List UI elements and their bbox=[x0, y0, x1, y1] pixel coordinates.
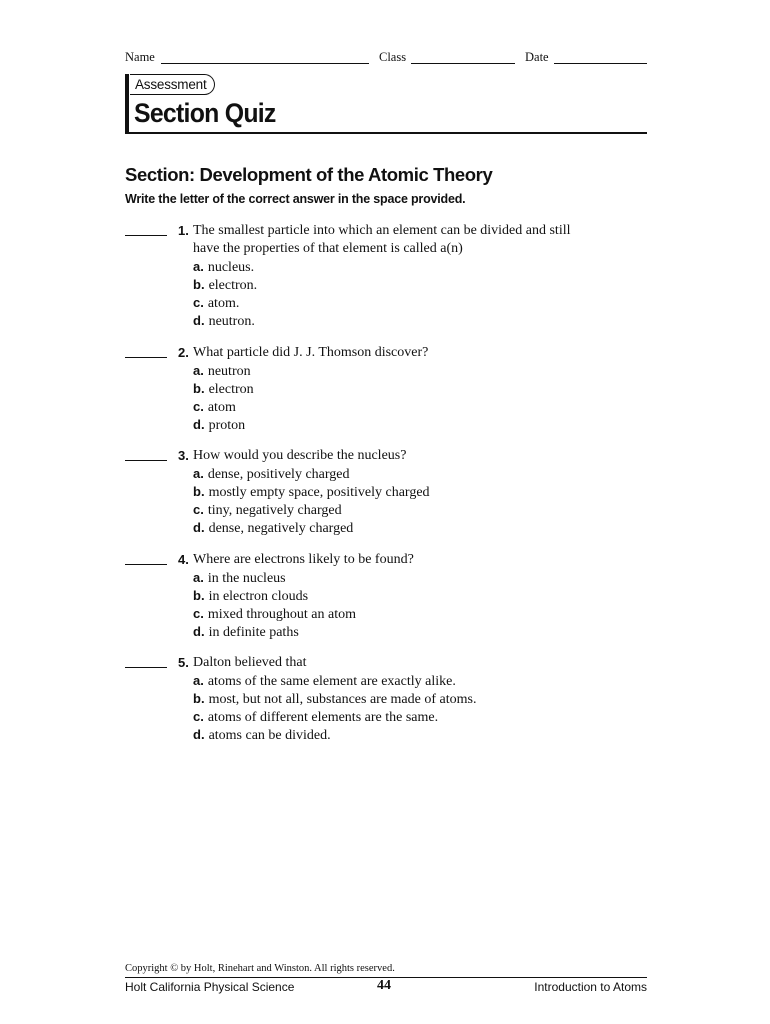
option-text: tiny, negatively charged bbox=[207, 503, 342, 518]
answer-blank[interactable] bbox=[125, 460, 167, 461]
question-text-line: Dalton believed that bbox=[193, 655, 307, 670]
answer-options bbox=[193, 569, 356, 641]
question-number: 1. bbox=[178, 223, 189, 238]
answer-option bbox=[193, 501, 430, 519]
answer-option bbox=[193, 726, 476, 744]
option-text: dense, negatively charged bbox=[208, 521, 354, 536]
answer-option bbox=[193, 398, 254, 416]
question-text-line: Where are electrons likely to be found? bbox=[193, 552, 414, 567]
name-field[interactable] bbox=[161, 63, 369, 64]
option-letter: b. bbox=[193, 381, 205, 396]
question-text bbox=[193, 551, 633, 569]
date-field[interactable] bbox=[554, 63, 647, 64]
question-number: 3. bbox=[178, 448, 189, 463]
option-text: nucleus. bbox=[207, 260, 255, 275]
answer-option bbox=[193, 465, 430, 483]
answer-option bbox=[193, 294, 257, 312]
title-divider bbox=[125, 132, 647, 134]
answer-option bbox=[193, 569, 356, 587]
option-text: electron bbox=[208, 382, 254, 397]
question-text-line: How would you describe the nucleus? bbox=[193, 448, 407, 463]
answer-option bbox=[193, 312, 257, 330]
option-letter: d. bbox=[193, 313, 205, 328]
option-text: atoms can be divided. bbox=[208, 728, 331, 743]
answer-blank[interactable] bbox=[125, 564, 167, 565]
answer-options bbox=[193, 258, 257, 330]
option-text: mostly empty space, positively charged bbox=[208, 485, 430, 500]
option-text: mixed throughout an atom bbox=[207, 607, 356, 622]
answer-option bbox=[193, 483, 430, 501]
option-text: atom. bbox=[207, 296, 240, 311]
answer-option bbox=[193, 416, 254, 434]
option-letter: c. bbox=[193, 295, 204, 310]
answer-option bbox=[193, 380, 254, 398]
question-text bbox=[193, 654, 633, 672]
title-side-bar bbox=[125, 74, 129, 134]
answer-option bbox=[193, 362, 254, 380]
page-number: 44 bbox=[377, 978, 391, 993]
answer-blank[interactable] bbox=[125, 667, 167, 668]
answer-option bbox=[193, 587, 356, 605]
class-field[interactable] bbox=[411, 63, 515, 64]
option-text: in definite paths bbox=[208, 625, 299, 640]
answer-option bbox=[193, 258, 257, 276]
option-letter: b. bbox=[193, 277, 205, 292]
option-letter: a. bbox=[193, 363, 204, 378]
option-text: in the nucleus bbox=[207, 571, 286, 586]
option-letter: d. bbox=[193, 624, 205, 639]
option-text: electron. bbox=[208, 278, 258, 293]
option-letter: c. bbox=[193, 709, 204, 724]
question-number: 5. bbox=[178, 655, 189, 670]
option-text: neutron. bbox=[208, 314, 255, 329]
copyright-notice: Copyright © by Holt, Rinehart and Winston. All rights reserved. bbox=[125, 963, 395, 974]
answer-option bbox=[193, 519, 430, 537]
question-number: 4. bbox=[178, 552, 189, 567]
option-text: atoms of different elements are the same. bbox=[207, 710, 439, 725]
question-text bbox=[193, 222, 633, 258]
answer-option bbox=[193, 605, 356, 623]
option-text: proton bbox=[208, 418, 246, 433]
option-letter: c. bbox=[193, 399, 204, 414]
page-title: Section Quiz bbox=[134, 98, 276, 128]
class-label: Class bbox=[379, 50, 407, 64]
section-heading: Section: Development of the Atomic Theory bbox=[125, 164, 493, 185]
question-text-line: What particle did J. J. Thomson discover? bbox=[193, 345, 429, 360]
option-letter: a. bbox=[193, 259, 204, 274]
option-letter: d. bbox=[193, 520, 205, 535]
option-letter: a. bbox=[193, 466, 204, 481]
option-text: neutron bbox=[207, 364, 251, 379]
answer-options bbox=[193, 362, 254, 434]
option-text: dense, positively charged bbox=[207, 467, 350, 482]
answer-option bbox=[193, 672, 476, 690]
option-letter: d. bbox=[193, 417, 205, 432]
question-text-line: The smallest particle into which an element can be divided and still bbox=[193, 223, 571, 238]
option-letter: b. bbox=[193, 691, 205, 706]
option-text: atoms of the same element are exactly alike. bbox=[207, 674, 456, 689]
name-label: Name bbox=[125, 50, 155, 64]
answer-option bbox=[193, 623, 356, 641]
option-text: in electron clouds bbox=[208, 589, 309, 604]
assessment-tab: Assessment bbox=[130, 74, 215, 95]
option-letter: a. bbox=[193, 570, 204, 585]
answer-blank[interactable] bbox=[125, 235, 167, 236]
option-text: most, but not all, substances are made of atoms. bbox=[208, 692, 477, 707]
chapter-title: Introduction to Atoms bbox=[534, 980, 647, 994]
option-letter: d. bbox=[193, 727, 205, 742]
option-letter: b. bbox=[193, 588, 205, 603]
option-letter: a. bbox=[193, 673, 204, 688]
answer-options bbox=[193, 672, 476, 744]
option-letter: c. bbox=[193, 502, 204, 517]
book-title: Holt California Physical Science bbox=[125, 980, 295, 994]
instructions: Write the letter of the correct answer in the space provided. bbox=[125, 192, 466, 206]
answer-blank[interactable] bbox=[125, 357, 167, 358]
answer-option bbox=[193, 276, 257, 294]
answer-option bbox=[193, 708, 476, 726]
student-info-row bbox=[125, 50, 647, 68]
question-text-line: have the properties of that element is called a(n) bbox=[193, 241, 463, 256]
option-text: atom bbox=[207, 400, 236, 415]
question-number: 2. bbox=[178, 345, 189, 360]
question-text bbox=[193, 447, 633, 465]
answer-options bbox=[193, 465, 430, 537]
option-letter: b. bbox=[193, 484, 205, 499]
question-text bbox=[193, 344, 633, 362]
answer-option bbox=[193, 690, 476, 708]
date-label: Date bbox=[525, 50, 549, 64]
option-letter: c. bbox=[193, 606, 204, 621]
